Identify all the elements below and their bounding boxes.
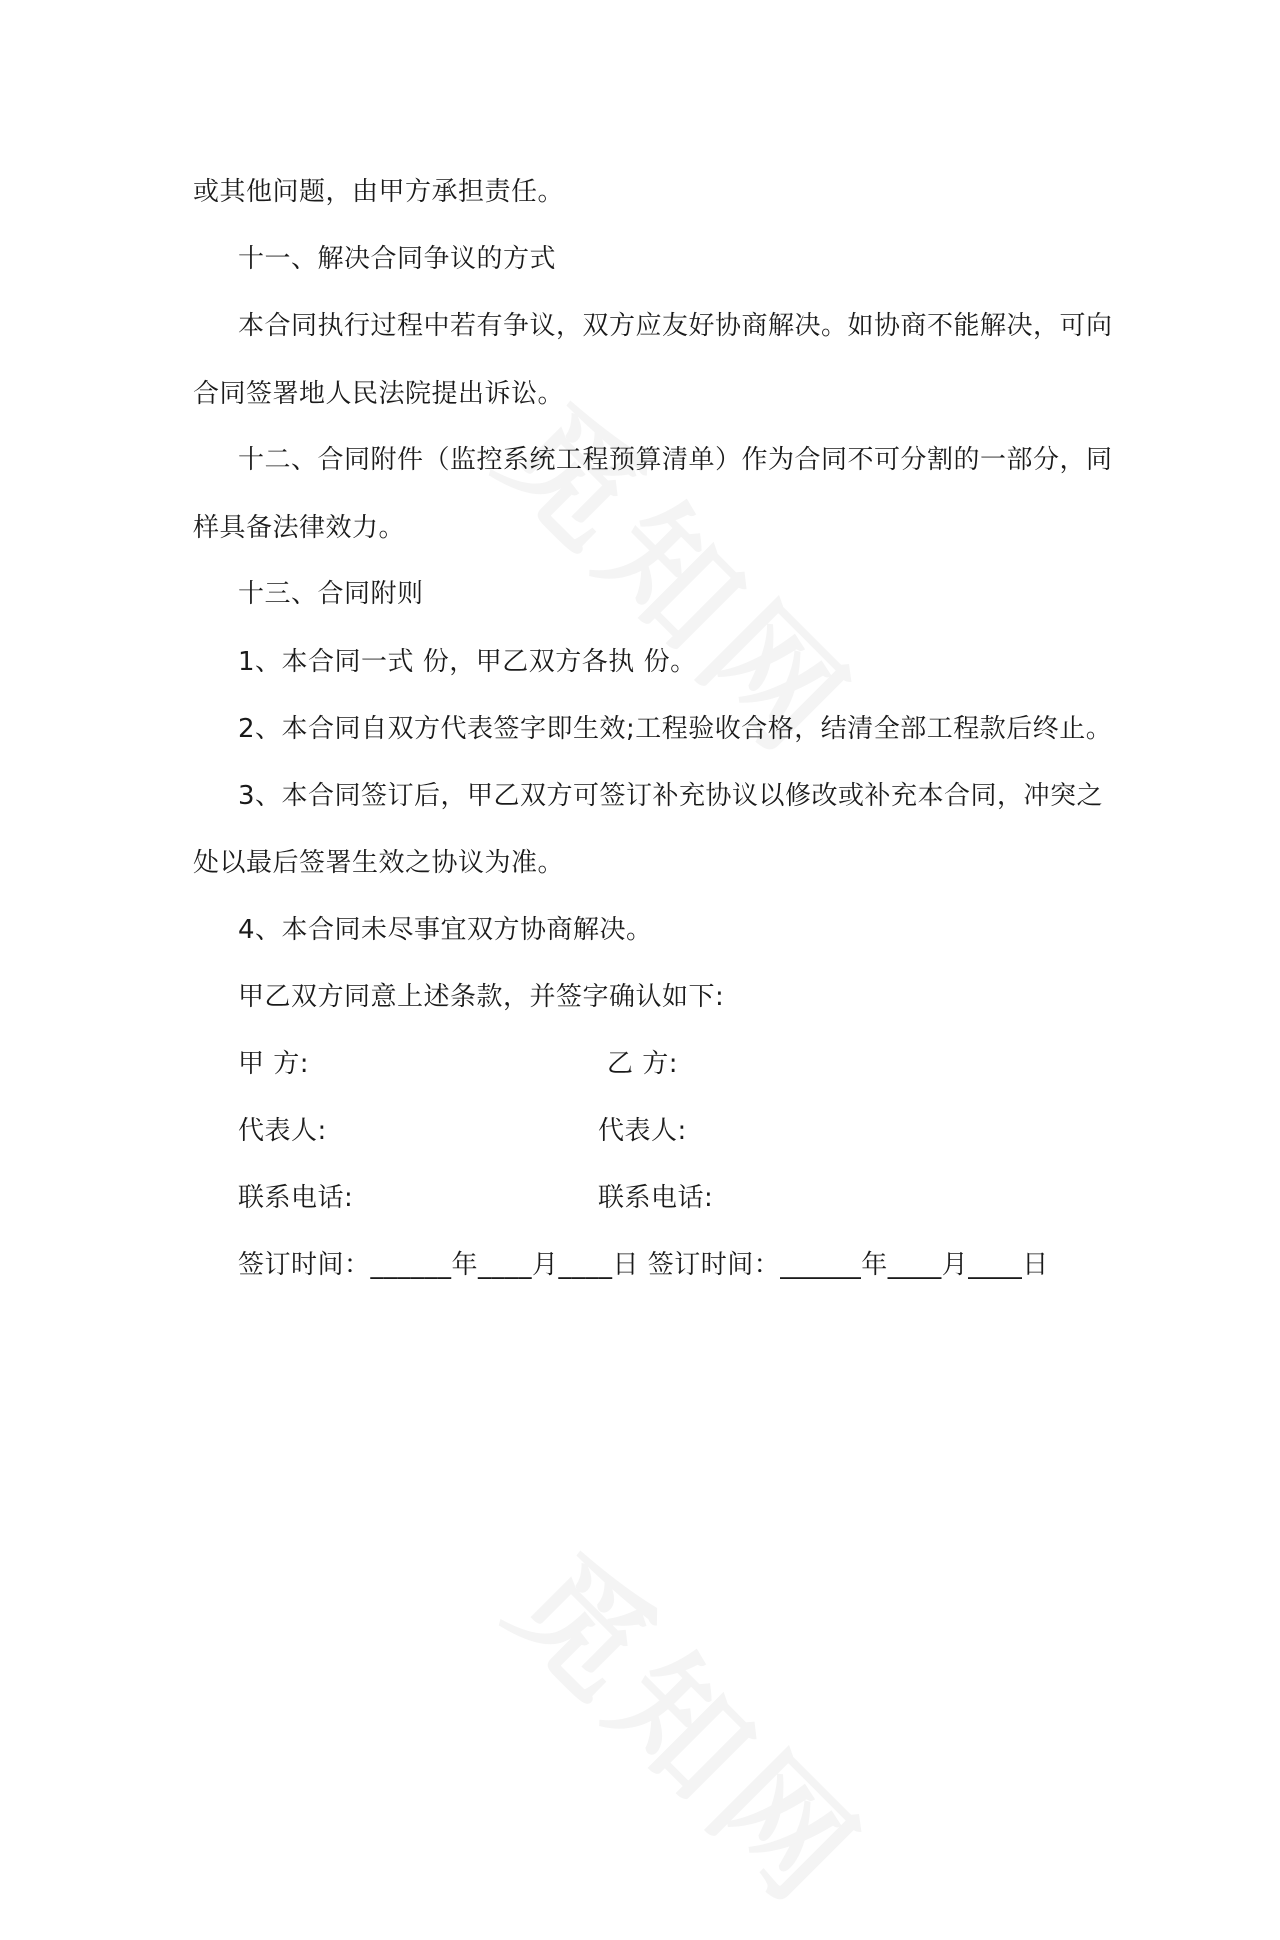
clause-item: 3、本合同签订后，甲乙双方可签订补充协议以修改或补充本合同，冲突之 bbox=[238, 781, 1104, 811]
paragraph-line: 样具备法律效力。 bbox=[193, 513, 406, 543]
section-heading: 十三、合同附则 bbox=[238, 579, 424, 609]
watermark-bottom bbox=[476, 1507, 909, 1940]
paragraph-line: 或其他问题，由甲方承担责任。 bbox=[193, 177, 565, 207]
section-heading: 十二、合同附件（监控系统工程预算清单）作为合同不可分割的一部分，同 bbox=[238, 445, 1113, 475]
rep-b-label: 代表人: bbox=[598, 1116, 687, 1146]
phone-b-label: 联系电话: bbox=[598, 1183, 714, 1213]
section-heading: 十一、解决合同争议的方式 bbox=[238, 244, 557, 274]
paragraph-line: 甲乙双方同意上述条款，并签字确认如下: bbox=[238, 982, 725, 1012]
party-b-label: 乙 方: bbox=[607, 1049, 679, 1079]
clause-item: 1、本合同一式 份，甲乙双方各执 份。 bbox=[238, 647, 697, 677]
paragraph-line: 合同签署地人民法院提出诉讼。 bbox=[193, 379, 565, 409]
party-a-label: 甲 方: bbox=[238, 1049, 310, 1079]
rep-a-label: 代表人: bbox=[238, 1116, 327, 1146]
clause-item: 4、本合同未尽事宜双方协商解决。 bbox=[238, 915, 653, 945]
paragraph-line: 本合同执行过程中若有争议，双方应友好协商解决。如协商不能解决，可向 bbox=[238, 311, 1113, 341]
sign-date-line: 签订时间：______年____月____日 签订时间：______年____月____日 bbox=[238, 1250, 1049, 1280]
clause-item: 2、本合同自双方代表签字即生效;工程验收合格，结清全部工程款后终止。 bbox=[238, 714, 1113, 744]
paragraph-line: 处以最后签署生效之协议为准。 bbox=[193, 848, 565, 878]
phone-a-label: 联系电话: bbox=[238, 1183, 354, 1213]
